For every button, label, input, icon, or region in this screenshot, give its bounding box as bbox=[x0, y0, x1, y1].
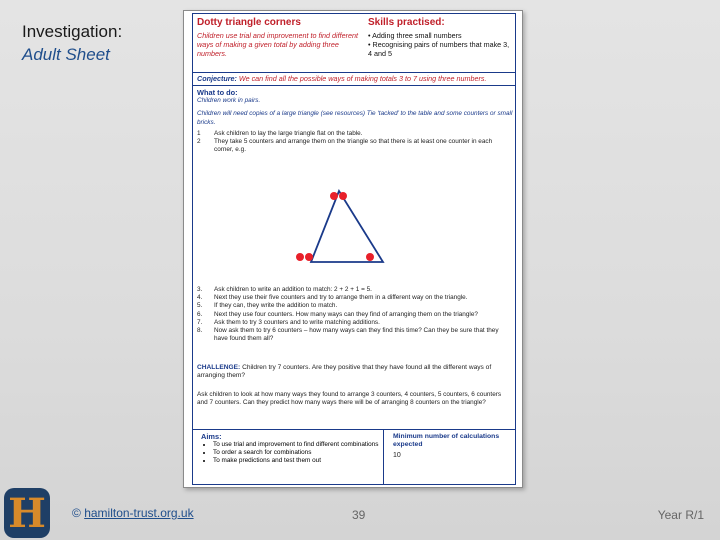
step-text: Next they use their five counters and try to arrange them in a different way on the triangle. bbox=[214, 294, 468, 302]
instructions-continued bbox=[197, 286, 513, 343]
activity-description: Children use trial and improvement to find different ways of making a given total by adding three numbers. bbox=[197, 31, 359, 58]
steps-list-a bbox=[197, 130, 513, 155]
min-calculations-title: Minimum number of calculations expected bbox=[393, 433, 500, 449]
aims-title: Aims: bbox=[201, 432, 222, 441]
step-number: 4. bbox=[197, 294, 203, 302]
challenge-block bbox=[197, 364, 513, 381]
conjecture-text: We can find all the possible ways of making totals 3 to 7 using three numbers. bbox=[236, 74, 487, 83]
steps-list-b bbox=[197, 286, 513, 343]
step-number: 7. bbox=[197, 318, 203, 326]
conjecture-label: Conjecture: bbox=[197, 74, 237, 83]
triangle-outline bbox=[311, 191, 383, 262]
aims-column bbox=[201, 433, 381, 465]
aim-item: • To use trial and improvement to find different combinations bbox=[213, 441, 381, 449]
counter-dot bbox=[330, 192, 338, 200]
min-calculations-column bbox=[393, 433, 511, 460]
adult-sheet-page bbox=[183, 10, 523, 488]
aims-list bbox=[201, 441, 381, 465]
hamilton-logo bbox=[4, 488, 50, 538]
challenge-text: Children try 7 counters. Are they positive that they have found all the different ways of arranging them? bbox=[197, 364, 492, 380]
materials-intro: Children will need copies of a large triangle (see resources) Tie ‘tacked’ to the table and some counters or small bricks. bbox=[197, 110, 513, 126]
skills-title: Skills practised: bbox=[368, 17, 445, 28]
hamilton-trust-link[interactable]: hamilton-trust.org.uk bbox=[84, 506, 194, 520]
slide-footer bbox=[0, 488, 720, 540]
step-number: 3. bbox=[197, 286, 203, 293]
step-number: 1 bbox=[197, 129, 201, 137]
year-group: Year R/1 bbox=[657, 508, 704, 522]
step-text: Now ask them to try 6 counters – how many ways can they find this time? Can they be sure that they have found them all? bbox=[214, 327, 499, 343]
slide-title: Investigation: bbox=[22, 22, 123, 41]
step-item bbox=[197, 311, 513, 319]
step-item bbox=[197, 294, 513, 302]
step-item bbox=[197, 319, 513, 327]
skills-column bbox=[368, 17, 511, 58]
step-text: Ask children to write an addition to match: 2 + 2 + 1 = 5. bbox=[214, 286, 372, 293]
page-number: 39 bbox=[352, 508, 366, 522]
column-divider bbox=[383, 430, 384, 485]
counter-dot bbox=[339, 192, 347, 200]
copyright-symbol: © bbox=[72, 506, 85, 520]
slide-subtitle: Adult Sheet bbox=[22, 45, 110, 64]
step-item bbox=[197, 302, 513, 310]
min-calculations-value: 10 bbox=[393, 451, 401, 459]
step-item bbox=[197, 138, 513, 154]
counter-dot bbox=[296, 253, 304, 261]
copyright bbox=[72, 506, 194, 520]
conjecture-row bbox=[193, 73, 515, 86]
triangle-diagram bbox=[286, 188, 406, 268]
activity-title: Dotty triangle corners bbox=[197, 17, 301, 28]
skill-item: • Adding three small numbers bbox=[368, 31, 462, 40]
skill-item: • Recognising pairs of numbers that make 3, 4 and 5 bbox=[368, 40, 510, 58]
prediction-prompt: Ask children to look at how many ways they found to arrange 3 counters, 4 counters, 5 counters, 6 counters and 7 counters. Can they predict how many ways there will be of arranging 8 counters on the triangle? bbox=[197, 391, 502, 407]
slide-title-block bbox=[22, 20, 122, 66]
activity-column bbox=[197, 17, 362, 58]
aims-section bbox=[193, 429, 515, 485]
aim-item: • To order a search for combinations bbox=[213, 449, 381, 457]
instructions-body bbox=[197, 89, 513, 154]
step-number: 2 bbox=[197, 138, 201, 146]
step-number: 5. bbox=[197, 302, 203, 310]
step-number: 8. bbox=[197, 327, 203, 335]
counter-dot bbox=[305, 253, 313, 261]
aim-item: • To make predictions and test them out bbox=[213, 457, 381, 465]
step-item bbox=[197, 130, 513, 138]
what-to-do-heading: What to do: bbox=[197, 88, 238, 97]
step-item bbox=[197, 327, 513, 343]
counter-dot bbox=[366, 253, 374, 261]
logo-letter: H bbox=[8, 490, 46, 537]
sheet-frame bbox=[192, 13, 516, 485]
step-text: Ask them to try 3 counters and to write matching additions. bbox=[214, 318, 380, 326]
challenge-label: CHALLENGE: bbox=[197, 364, 241, 371]
step-text: Ask children to lay the large triangle flat on the table. bbox=[214, 129, 363, 137]
step-text: They take 5 counters and arrange them on the triangle so that there is at least one counter in each corner, e.g. bbox=[214, 138, 493, 154]
step-item bbox=[197, 286, 513, 294]
work-mode: Children work in pairs. bbox=[197, 97, 261, 105]
header-section bbox=[193, 14, 515, 73]
step-text: Next they use four counters. How many ways can they find of arranging them on the triangle? bbox=[214, 310, 478, 318]
step-text: If they can, they write the addition to match. bbox=[214, 302, 338, 310]
step-number: 6. bbox=[197, 310, 203, 318]
